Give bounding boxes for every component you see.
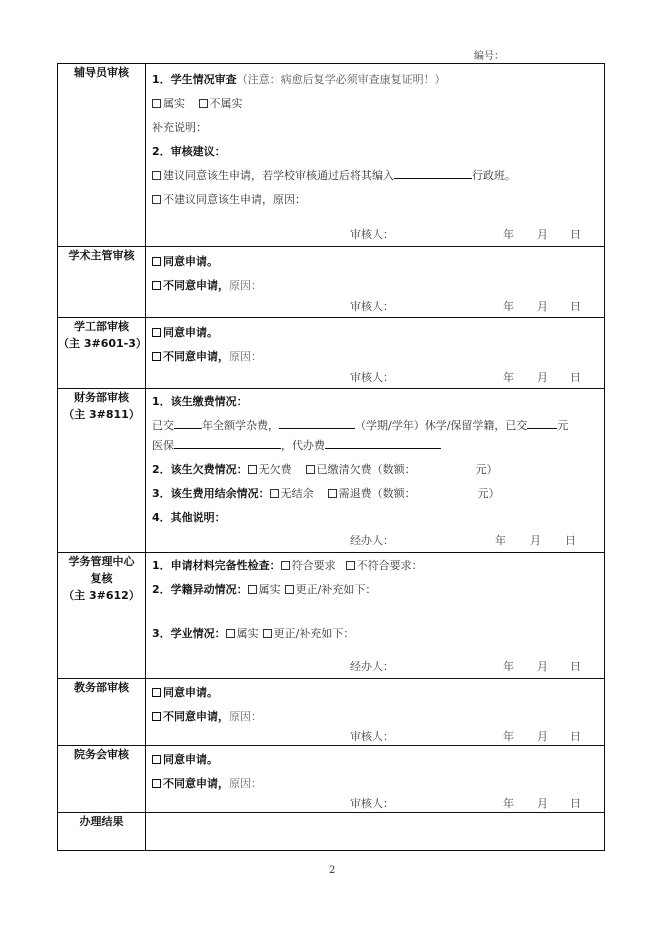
disagree-label: 不同意申请， xyxy=(163,710,229,723)
checkbox-agree[interactable] xyxy=(152,755,161,764)
suggest-agree-text: 建议同意该生申请，若学校审核通过后将其编入 xyxy=(163,169,394,182)
label-academic-affairs: 教务部审核 xyxy=(58,679,146,746)
yuan-label: 元 xyxy=(557,419,569,432)
checkbox-false[interactable] xyxy=(199,99,208,108)
checkbox-true[interactable] xyxy=(152,99,161,108)
checkbox-agree[interactable] xyxy=(152,688,161,697)
day-label: 日 xyxy=(570,660,581,673)
row-academic-affairs-review xyxy=(58,679,605,746)
signature-row xyxy=(152,369,604,387)
label-student-affairs xyxy=(58,318,146,389)
arrears-paid-label: 已缴清欠费（数额： xyxy=(316,463,416,476)
checkbox-meets[interactable] xyxy=(281,561,290,570)
signature-row xyxy=(152,298,604,316)
checkbox-arrears-paid[interactable] xyxy=(306,465,315,474)
handler-label: 经办人： xyxy=(350,660,394,673)
suggest-agree-suffix: 行政班。 xyxy=(472,169,516,182)
handler-label: 经办人： xyxy=(350,534,394,547)
reason-label: 原因： xyxy=(229,279,262,292)
year-label: 年 xyxy=(503,228,514,241)
mgmt-item3-title: 3．学业情况： xyxy=(152,627,226,640)
day-label: 日 xyxy=(570,797,581,810)
row-counselor-review xyxy=(58,64,605,247)
month-label: 月 xyxy=(537,797,548,810)
day-label: 日 xyxy=(565,534,576,547)
paid-prefix: 已交 xyxy=(152,419,174,432)
year-label: 年 xyxy=(503,371,514,384)
signer-label: 审核人： xyxy=(350,730,394,743)
study-true-label: 属实 xyxy=(236,627,259,640)
label-processing-result: 办理结果 xyxy=(58,813,146,851)
agree-label: 同意申请。 xyxy=(163,686,218,699)
checkbox-status-true[interactable] xyxy=(248,585,257,594)
signature-row xyxy=(152,796,604,812)
disagree-label: 不同意申请， xyxy=(163,777,229,790)
row-college-council-review xyxy=(58,746,605,813)
suggest-disagree-text: 不建议同意该生申请，原因： xyxy=(163,193,306,206)
study-correct-label: 更正/补充如下： xyxy=(273,627,355,640)
checkbox-refund[interactable] xyxy=(328,489,337,498)
class-name-blank[interactable] xyxy=(394,165,472,179)
label-line2: 复核 xyxy=(90,572,113,585)
finance-item1-title: 1．该生缴费情况： xyxy=(152,395,248,408)
insurance-label: 医保 xyxy=(152,439,174,452)
signature-row xyxy=(152,530,604,552)
mgmt-item1-title: 1．申请材料完备性检查： xyxy=(152,559,281,572)
opt-false-label: 不属实 xyxy=(209,97,243,110)
status-true-label: 属实 xyxy=(258,583,281,596)
reason-label: 原因： xyxy=(229,777,262,790)
year-label: 年 xyxy=(495,534,506,547)
label-academic-mgmt xyxy=(58,553,146,679)
no-arrears-label: 无欠费 xyxy=(258,463,292,476)
label-academic-supervisor: 学术主管审核 xyxy=(58,247,146,318)
item2-title: 2．审核建议： xyxy=(152,145,226,158)
reason-label: 原因： xyxy=(229,350,262,363)
month-label: 月 xyxy=(537,228,548,241)
row-finance-review xyxy=(58,389,605,553)
item1-title: 1．学生情况审查 xyxy=(152,73,237,86)
label-line3: （主 3#612） xyxy=(63,589,140,602)
refund-label: 需退费（数额： xyxy=(338,487,416,500)
meets-label: 符合要求 xyxy=(291,559,336,572)
content-counselor-review xyxy=(146,64,605,247)
checkbox-status-correct[interactable] xyxy=(285,585,294,594)
agree-label: 同意申请。 xyxy=(163,753,218,766)
label-line1: 财务部审核 xyxy=(74,391,129,404)
row-academic-supervisor-review xyxy=(58,247,605,318)
day-label: 日 xyxy=(570,730,581,743)
yuan-close: 元） xyxy=(477,487,500,500)
month-label: 月 xyxy=(537,371,548,384)
year-label: 年 xyxy=(503,300,514,313)
reason-label: 原因： xyxy=(229,710,262,723)
checkbox-study-correct[interactable] xyxy=(263,629,272,638)
checkbox-disagree[interactable] xyxy=(152,779,161,788)
signature-row xyxy=(152,729,604,745)
checkbox-agree[interactable] xyxy=(152,257,161,266)
checkbox-suggest-disagree[interactable] xyxy=(152,195,161,204)
month-label: 月 xyxy=(530,534,541,547)
agency-fee-label: ，代办费 xyxy=(281,439,325,452)
row-academic-mgmt-review xyxy=(58,553,605,679)
signer-label: 审核人： xyxy=(350,228,394,241)
year-label: 年 xyxy=(503,730,514,743)
month-label: 月 xyxy=(537,730,548,743)
signer-label: 审核人： xyxy=(350,300,394,313)
checkbox-agree[interactable] xyxy=(152,328,161,337)
serial-number-label: 编号： xyxy=(474,51,504,62)
label-line1: 学工部审核 xyxy=(74,320,129,333)
signer-label: 审核人： xyxy=(350,797,394,810)
finance-item4-title: 4．其他说明： xyxy=(152,511,226,524)
yuan-close: 元） xyxy=(475,463,498,476)
signature-row xyxy=(152,224,604,246)
checkbox-suggest-agree[interactable] xyxy=(152,171,161,180)
signer-label: 审核人： xyxy=(350,371,394,384)
month-label: 月 xyxy=(537,300,548,313)
no-balance-label: 无结余 xyxy=(280,487,314,500)
insurance-blank[interactable] xyxy=(174,435,281,449)
status-correct-label: 更正/补充如下： xyxy=(295,583,377,596)
mgmt-item2-title: 2．学籍异动情况： xyxy=(152,583,248,596)
signature-row xyxy=(152,656,604,678)
year-label: 年 xyxy=(503,660,514,673)
checkbox-not-meets[interactable] xyxy=(346,561,355,570)
label-finance xyxy=(58,389,146,553)
checkbox-no-arrears[interactable] xyxy=(248,465,257,474)
agree-label: 同意申请。 xyxy=(163,255,218,268)
checkbox-disagree[interactable] xyxy=(152,352,161,361)
row-student-affairs-review xyxy=(58,318,605,389)
disagree-label: 不同意申请， xyxy=(163,350,229,363)
day-label: 日 xyxy=(570,228,581,241)
disagree-label: 不同意申请， xyxy=(163,279,229,292)
not-meets-label: 不符合要求： xyxy=(356,559,423,572)
checkbox-study-true[interactable] xyxy=(226,629,235,638)
day-label: 日 xyxy=(570,300,581,313)
agency-fee-blank[interactable] xyxy=(325,435,441,449)
suspension-text: （学期/学年）休学/保留学籍，已交 xyxy=(355,419,528,432)
item1-note: （注意：病愈后复学必须审查康复证明！） xyxy=(236,73,446,86)
checkbox-disagree[interactable] xyxy=(152,281,161,290)
label-line2: （主 3#601-3） xyxy=(58,337,147,350)
label-college-council: 院务会审核 xyxy=(58,746,146,813)
year-label: 年 xyxy=(503,797,514,810)
page-number: 2 xyxy=(329,865,336,876)
finance-item3-title: 3．该生费用结余情况： xyxy=(152,487,270,500)
amount-blank[interactable] xyxy=(527,415,557,429)
label-line1: 学务管理中心 xyxy=(68,555,135,568)
month-label: 月 xyxy=(537,660,548,673)
supplement-label: 补充说明： xyxy=(152,121,207,134)
label-line2: （主 3#811） xyxy=(63,408,140,421)
label-counselor-review: 辅导员审核 xyxy=(58,64,146,247)
agree-label: 同意申请。 xyxy=(163,326,218,339)
day-label: 日 xyxy=(570,371,581,384)
paid-fee-text: 年全额学杂费， xyxy=(202,419,279,432)
row-processing-result xyxy=(58,813,605,851)
processing-result-value[interactable] xyxy=(146,813,605,851)
finance-item2-title: 2．该生欠费情况： xyxy=(152,463,248,476)
review-form-table xyxy=(57,63,605,851)
checkbox-no-balance[interactable] xyxy=(270,489,279,498)
paid-years-blank[interactable] xyxy=(174,415,202,429)
opt-true-label: 属实 xyxy=(163,97,185,110)
period-blank[interactable] xyxy=(279,415,355,429)
checkbox-disagree[interactable] xyxy=(152,712,161,721)
